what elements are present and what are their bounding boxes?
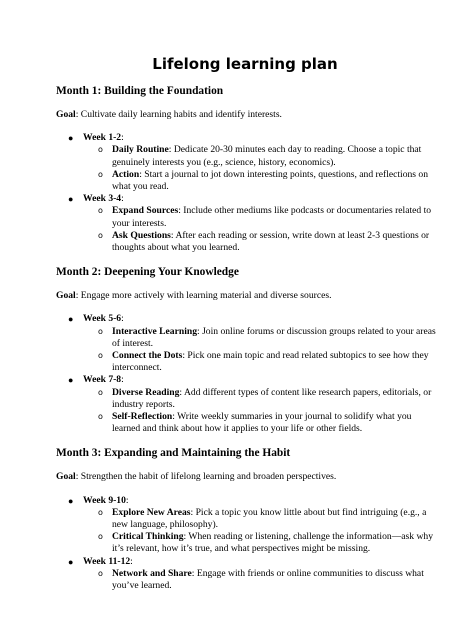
week-suffix: : bbox=[121, 193, 124, 205]
task-text: : Pick one main topic and read related subtopics to see how they interconnect. bbox=[112, 350, 429, 374]
month-3-section bbox=[56, 446, 436, 592]
month-2-goal bbox=[56, 290, 436, 302]
document-body bbox=[56, 80, 436, 592]
month-3-goal bbox=[56, 471, 436, 483]
task-item bbox=[83, 568, 436, 592]
week-suffix: : bbox=[130, 555, 133, 567]
circle-bullet-icon: o bbox=[98, 230, 103, 240]
week-label: Week 7-8 bbox=[83, 374, 122, 386]
week-label: Week 9-10 bbox=[83, 494, 126, 506]
month-1-weeks bbox=[56, 132, 436, 254]
circle-bullet-icon: o bbox=[98, 568, 103, 578]
circle-bullet-icon: o bbox=[98, 387, 103, 397]
task-list bbox=[83, 326, 436, 375]
task-label: Expand Sources bbox=[112, 205, 179, 217]
task-item bbox=[83, 326, 436, 350]
task-text: : Dedicate 20-30 minutes each day to reading. Choose a topic that genuinely interests you (e.g., science, history, economics). bbox=[112, 144, 422, 168]
week-item bbox=[56, 132, 436, 193]
task-text: : Pick a topic you know little about but find intriguing (e.g., a new language, philosophy). bbox=[112, 506, 427, 531]
month-1-section bbox=[56, 84, 436, 254]
circle-bullet-icon: o bbox=[98, 532, 103, 542]
task-item bbox=[83, 169, 436, 193]
week-suffix: : bbox=[121, 374, 124, 386]
task-text: : Include other mediums like podcasts or documentaries related to your interests. bbox=[112, 205, 432, 229]
month-3-weeks bbox=[56, 495, 436, 593]
document-title: Lifelong learning plan bbox=[152, 55, 338, 73]
circle-bullet-icon: o bbox=[98, 145, 103, 155]
goal-label: Goal bbox=[56, 471, 76, 483]
circle-bullet-icon: o bbox=[98, 412, 103, 422]
task-label: Critical Thinking bbox=[112, 531, 184, 543]
month-1-goal bbox=[56, 109, 436, 121]
goal-text: : Strengthen the habit of lifelong learning and broaden perspectives. bbox=[75, 471, 337, 483]
month-2-section bbox=[56, 265, 436, 435]
task-list bbox=[83, 144, 436, 193]
week-item bbox=[56, 193, 436, 254]
bullet-icon: ● bbox=[68, 194, 74, 205]
task-list bbox=[83, 205, 436, 254]
circle-bullet-icon: o bbox=[98, 206, 103, 216]
month-2-weeks bbox=[56, 313, 436, 435]
goal-label: Goal bbox=[56, 290, 76, 302]
task-label: Interactive Learning bbox=[112, 325, 197, 337]
task-text: : When reading or listening, challenge the information—ask why it’s relevant, how it’s true, and what perspectives might be missing. bbox=[112, 531, 433, 555]
bullet-icon: ● bbox=[68, 375, 74, 386]
goal-text: : Cultivate daily learning habits and identify interests. bbox=[75, 109, 282, 120]
task-item bbox=[83, 531, 436, 555]
month-2-heading: Month 2: Deepening Your Knowledge bbox=[56, 266, 239, 279]
circle-bullet-icon: o bbox=[98, 169, 103, 179]
bullet-icon: ● bbox=[68, 314, 74, 325]
task-text: : After each reading or session, write down at least 2-3 questions or thoughts about what you learned. bbox=[112, 229, 430, 254]
week-label: Week 1-2 bbox=[83, 132, 122, 144]
circle-bullet-icon: o bbox=[98, 351, 103, 361]
task-label: Self-Reflection bbox=[112, 411, 173, 423]
goal-text: : Engage more actively with learning material and diverse sources. bbox=[75, 290, 332, 302]
bullet-icon: ● bbox=[68, 556, 74, 567]
task-text: : Write weekly summaries in your journal to solidify what you learned and think about how it applies to your life or other fields. bbox=[112, 411, 412, 435]
task-list bbox=[83, 387, 436, 436]
task-item bbox=[83, 507, 436, 531]
circle-bullet-icon: o bbox=[98, 326, 103, 336]
goal-label: Goal bbox=[56, 109, 76, 120]
week-suffix: : bbox=[125, 494, 129, 506]
week-item bbox=[56, 556, 436, 593]
bullet-icon: ● bbox=[68, 495, 74, 506]
task-text: : Join online forums or discussion groups related to your areas of interest. bbox=[112, 325, 436, 349]
week-item bbox=[56, 495, 436, 556]
task-text: : Add different types of content like research papers, editorials, or industry reports. bbox=[112, 386, 432, 410]
task-item bbox=[83, 230, 436, 254]
circle-bullet-icon: o bbox=[98, 507, 103, 517]
task-label: Ask Questions bbox=[112, 229, 171, 241]
task-text: : Engage with friends or online communities to discuss what you’ve learned. bbox=[112, 567, 424, 592]
task-item bbox=[83, 144, 436, 168]
task-label: Connect the Dots bbox=[112, 350, 183, 362]
bullet-icon: ● bbox=[68, 133, 74, 144]
task-label: Diverse Reading bbox=[112, 386, 180, 398]
task-item bbox=[83, 387, 436, 411]
task-list bbox=[83, 507, 436, 556]
task-label: Daily Routine bbox=[112, 144, 169, 156]
week-item bbox=[56, 374, 436, 435]
task-label: Action bbox=[112, 168, 140, 180]
task-item bbox=[83, 411, 436, 435]
task-item bbox=[83, 350, 436, 374]
task-text: : Start a journal to jot down interesting points, questions, and reflections on what you read. bbox=[112, 168, 429, 193]
week-suffix: : bbox=[121, 132, 124, 144]
week-item bbox=[56, 313, 436, 374]
week-label: Week 5-6 bbox=[83, 313, 122, 325]
task-label: Explore New Areas bbox=[112, 506, 191, 518]
month-1-heading: Month 1: Building the Foundation bbox=[56, 85, 224, 97]
task-item bbox=[83, 205, 436, 229]
task-label: Network and Share bbox=[112, 567, 192, 579]
week-suffix: : bbox=[121, 313, 124, 325]
week-label: Week 11-12 bbox=[83, 555, 131, 567]
task-list bbox=[83, 568, 436, 592]
week-label: Week 3-4 bbox=[83, 193, 122, 205]
month-3-heading: Month 3: Expanding and Maintaining the Habit bbox=[56, 447, 291, 460]
